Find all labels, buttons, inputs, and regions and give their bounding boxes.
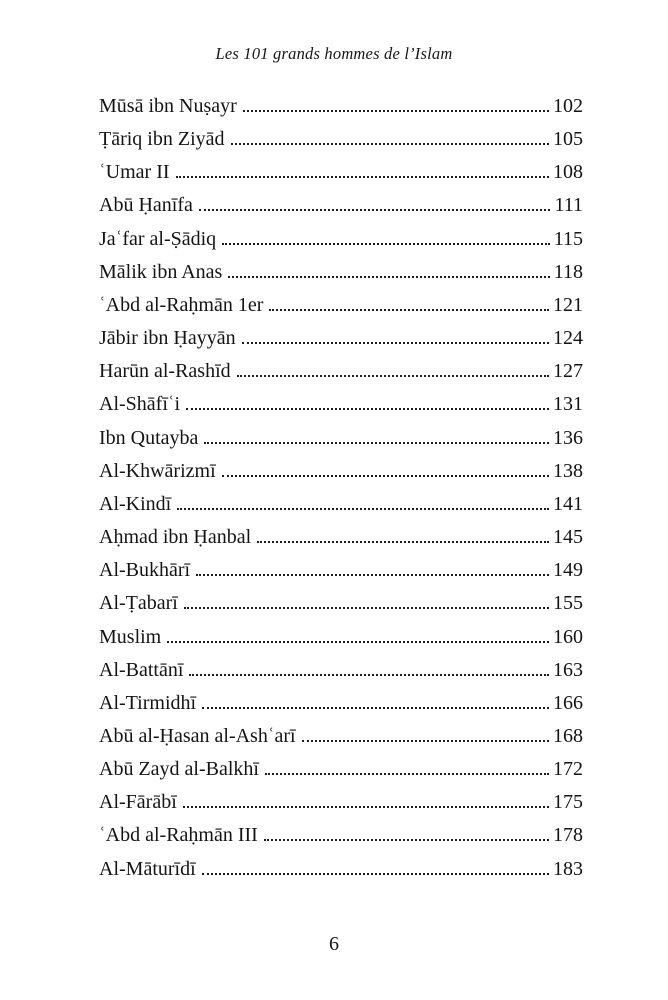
toc-entry-title: Muslim: [99, 625, 162, 648]
toc-entry-title: Mūsā ibn Nuṣayr: [99, 95, 237, 117]
dot-leader: [199, 209, 551, 211]
toc-entry: [99, 422, 583, 455]
toc-entry-title: Jaʿfar al-Ṣādiq: [99, 227, 217, 250]
toc-entry-title: Abū Ḥanīfa: [99, 194, 193, 217]
dot-leader: [183, 806, 549, 808]
toc-entry: [99, 388, 583, 421]
toc-entry-title: ʿUmar II: [99, 161, 170, 184]
toc-entry: [99, 521, 583, 554]
dot-leader: [176, 176, 549, 178]
toc-entry-title: Aḥmad ibn Ḥanbal: [99, 526, 252, 549]
toc-entry-page-number: 105: [553, 128, 583, 151]
toc-entry-title: Ibn Qutayba: [99, 426, 199, 449]
dot-leader: [196, 574, 549, 576]
toc-entry-page-number: 168: [553, 724, 583, 747]
toc-entry-page-number: 166: [553, 691, 583, 714]
toc-entry: [99, 720, 583, 753]
toc-entry-page-number: 115: [553, 227, 583, 250]
dot-leader: [237, 375, 549, 377]
toc-list: [99, 90, 583, 886]
toc-entry: [99, 189, 583, 222]
dot-leader: [222, 475, 549, 477]
toc-entry-title: Al-Khwārizmī: [99, 459, 216, 482]
toc-entry-page-number: 111: [554, 194, 583, 217]
toc-entry-title: ʿAbd al-Raḥmān III: [99, 824, 258, 847]
dot-leader: [189, 674, 549, 676]
dot-leader: [177, 508, 549, 510]
toc-entry-title: Al-Bukhārī: [99, 559, 191, 582]
toc-entry-page-number: 127: [553, 360, 583, 383]
toc-entry-page-number: 145: [553, 526, 583, 549]
dot-leader: [265, 773, 549, 775]
toc-entry-page-number: 141: [553, 492, 583, 515]
toc-entry-title: ʿAbd al-Raḥmān 1er: [99, 293, 264, 316]
toc-entry: [99, 488, 583, 521]
toc-entry-page-number: 118: [553, 260, 583, 283]
toc-entry-page-number: 183: [553, 857, 583, 880]
toc-entry-page-number: 108: [553, 161, 583, 184]
toc-entry: [99, 90, 583, 123]
dot-leader: [257, 541, 549, 543]
toc-entry-title: Abū Zayd al-Balkhī: [99, 758, 259, 781]
toc-entry-page-number: 163: [553, 658, 583, 681]
dot-leader: [228, 276, 549, 278]
dot-leader: [202, 873, 549, 875]
toc-entry-title: Al-Māturīdī: [99, 857, 196, 880]
page-number-footer: 6: [329, 933, 339, 955]
toc-entry-title: Abū al-Ḥasan al-Ashʿarī: [99, 724, 296, 747]
toc-entry: [99, 554, 583, 587]
toc-entry: [99, 786, 583, 819]
running-header-title: Les 101 grands hommes de l’Islam: [215, 44, 453, 63]
toc-entry-page-number: 178: [553, 824, 583, 847]
toc-entry: [99, 223, 583, 256]
toc-entry-title: Mālik ibn Anas: [99, 260, 223, 283]
dot-leader: [243, 110, 549, 112]
toc-entry: [99, 355, 583, 388]
toc-entry-page-number: 102: [553, 95, 583, 117]
toc-entry: [99, 687, 583, 720]
toc-entry: [99, 654, 583, 687]
toc-entry-page-number: 160: [553, 625, 583, 648]
toc-entry: [99, 156, 583, 189]
toc-entry: [99, 853, 583, 886]
toc-entry-page-number: 124: [553, 327, 583, 350]
toc-entry-title: Harūn al-Rashīd: [99, 360, 231, 383]
dot-leader: [302, 740, 549, 742]
toc-entry-title: Al-Shāfīʿi: [99, 393, 181, 416]
dot-leader: [204, 442, 549, 444]
dot-leader: [231, 143, 549, 145]
toc-entry-page-number: 138: [553, 459, 583, 482]
toc-entry: [99, 621, 583, 654]
toc-entry: [99, 587, 583, 620]
toc-entry: [99, 455, 583, 488]
dot-leader: [167, 641, 549, 643]
dot-leader: [186, 408, 549, 410]
toc-entry: [99, 322, 583, 355]
dot-leader: [242, 342, 549, 344]
toc-entry-title: Al-Ṭabarī: [99, 592, 178, 615]
toc-entry-title: Al-Fārābī: [99, 791, 177, 814]
toc-entry: [99, 123, 583, 156]
toc-entry-page-number: 155: [553, 592, 583, 615]
toc-entry-page-number: 172: [553, 758, 583, 781]
dot-leader: [184, 607, 549, 609]
dot-leader: [269, 309, 549, 311]
toc-entry-title: Al-Kindī: [99, 492, 172, 515]
dot-leader: [202, 707, 549, 709]
toc-entry: [99, 819, 583, 852]
toc-entry-page-number: 175: [553, 791, 583, 814]
toc-entry-page-number: 136: [553, 426, 583, 449]
dot-leader: [222, 243, 550, 245]
toc-entry: [99, 753, 583, 786]
toc-entry: [99, 256, 583, 289]
toc-entry-title: Ṭāriq ibn Ziyād: [99, 128, 225, 151]
toc-entry-title: Jābir ibn Ḥayyān: [99, 327, 236, 350]
toc-entry-page-number: 131: [553, 393, 583, 416]
dot-leader: [264, 839, 549, 841]
toc-entry: [99, 289, 583, 322]
toc-entry-page-number: 149: [553, 559, 583, 582]
toc-entry-title: Al-Tirmidhī: [99, 691, 197, 714]
toc-entry-title: Al-Battānī: [99, 658, 184, 681]
toc-entry-page-number: 121: [553, 293, 583, 316]
